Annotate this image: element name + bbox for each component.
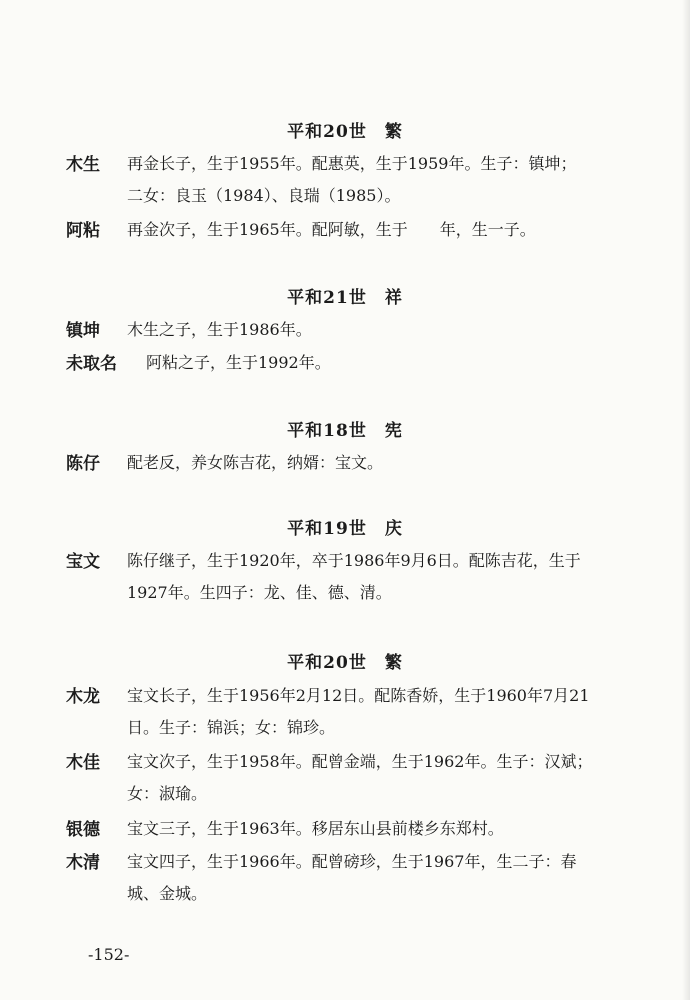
entry-text-line: 二女：良玉（1984）、良瑞（1985）。 (127, 186, 401, 205)
entry-text-line: 日。生子：锦浜；女：锦珍。 (127, 718, 336, 737)
entry-text-line: 宝文三子，生于1963年。移居东山县前楼乡东郑村。 (127, 819, 504, 838)
entry-text-line: 再金长子，生于1955年。配惠英，生于1959年。生子：镇坤； (127, 154, 577, 173)
person-name: 银德 (66, 820, 100, 840)
entry-text-line: 陈仔继子，生于1920年，卒于1986年9月6日。配陈吉花，生于 (127, 551, 581, 570)
generation-heading: 平和21世 祥 (287, 288, 403, 308)
entry-text-line: 1927年。生四子：龙、佳、德、清。 (127, 583, 392, 602)
page-number: -152- (88, 945, 130, 964)
generation-heading: 平和19世 庆 (287, 519, 403, 539)
entry-text-line: 宝文长子，生于1956年2月12日。配陈香娇，生于1960年7月21 (127, 686, 590, 705)
person-name: 木清 (66, 853, 100, 873)
person-name: 陈仔 (66, 454, 100, 474)
page-edge-shadow (682, 0, 690, 1000)
person-name: 木佳 (66, 753, 100, 773)
generation-heading: 平和20世 繁 (287, 122, 403, 142)
person-name: 宝文 (66, 552, 100, 572)
generation-heading: 平和20世 繁 (287, 653, 403, 673)
entry-text-line: 宝文四子，生于1966年。配曾磅珍，生于1967年，生二子：春 (127, 852, 577, 871)
entry-text-line: 城、金城。 (127, 884, 208, 903)
entry-text-line: 再金次子，生于1965年。配阿敏，生于 年，生一子。 (127, 220, 536, 239)
entry-text-line: 木生之子，生于1986年。 (127, 320, 312, 339)
entry-text-line: 阿粘之子，生于1992年。 (146, 353, 331, 372)
person-name: 木龙 (66, 687, 100, 707)
person-name: 未取名 (66, 354, 117, 374)
entry-text-line: 宝文次子，生于1958年。配曾金端，生于1962年。生子：汉斌； (127, 752, 593, 771)
entry-text-line: 配老反，养女陈吉花，纳婿：宝文。 (127, 453, 384, 472)
entry-text-line: 女：淑瑜。 (127, 784, 208, 803)
person-name: 阿粘 (66, 221, 100, 241)
person-name: 木生 (66, 155, 100, 175)
generation-heading: 平和18世 宪 (287, 421, 403, 441)
person-name: 镇坤 (66, 321, 100, 341)
